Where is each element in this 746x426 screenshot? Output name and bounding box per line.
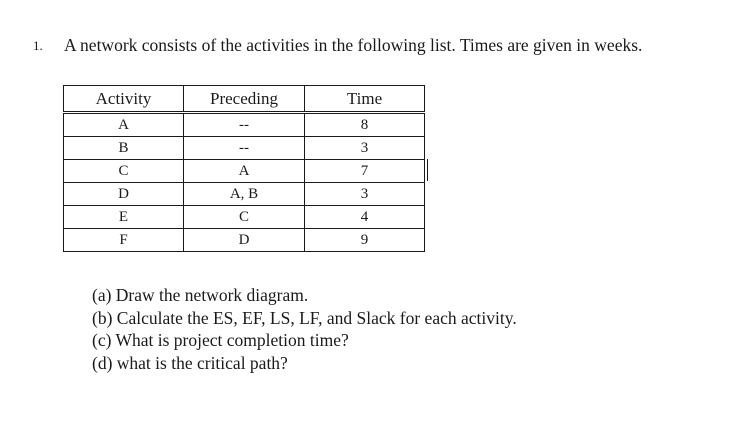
cell-preceding: C (184, 206, 305, 229)
table-row (64, 206, 425, 229)
header-activity: Activity (64, 86, 184, 113)
cell-time: 3 (305, 183, 425, 206)
cell-activity: F (64, 229, 184, 252)
cell-time: 9 (305, 229, 425, 252)
cell-time: 7 (305, 160, 425, 183)
cell-preceding: A (184, 160, 305, 183)
cell-activity: C (64, 160, 184, 183)
cell-activity: E (64, 206, 184, 229)
question-c: (c) What is project completion time? (92, 330, 349, 350)
problem-number: 1. (33, 38, 43, 53)
table-row (64, 113, 425, 137)
table-row (64, 183, 425, 206)
cell-preceding: -- (184, 113, 305, 137)
problem-statement: A network consists of the activities in the following list. Times are given in weeks. (64, 35, 643, 55)
cell-activity: D (64, 183, 184, 206)
question-d: (d) what is the critical path? (92, 352, 288, 373)
question-a: (a) Draw the network diagram. (92, 285, 309, 305)
question-list (92, 284, 517, 374)
cell-time: 8 (305, 113, 425, 137)
cell-time: 4 (305, 206, 425, 229)
header-time: Time (305, 86, 425, 113)
text-cursor-mark (427, 159, 428, 181)
table-row (64, 137, 425, 160)
activity-table (63, 85, 425, 252)
cell-preceding: A, B (184, 183, 305, 206)
cell-preceding: D (184, 229, 305, 252)
header-preceding: Preceding (184, 86, 305, 113)
table-row (64, 229, 425, 252)
cell-preceding: -- (184, 137, 305, 160)
question-b: (b) Calculate the ES, EF, LS, LF, and Slack for each activity. (92, 307, 517, 328)
cell-activity: B (64, 137, 184, 160)
cell-time: 3 (305, 137, 425, 160)
cell-activity: A (64, 113, 184, 137)
table-header-row (64, 86, 425, 113)
table-row (64, 160, 425, 183)
